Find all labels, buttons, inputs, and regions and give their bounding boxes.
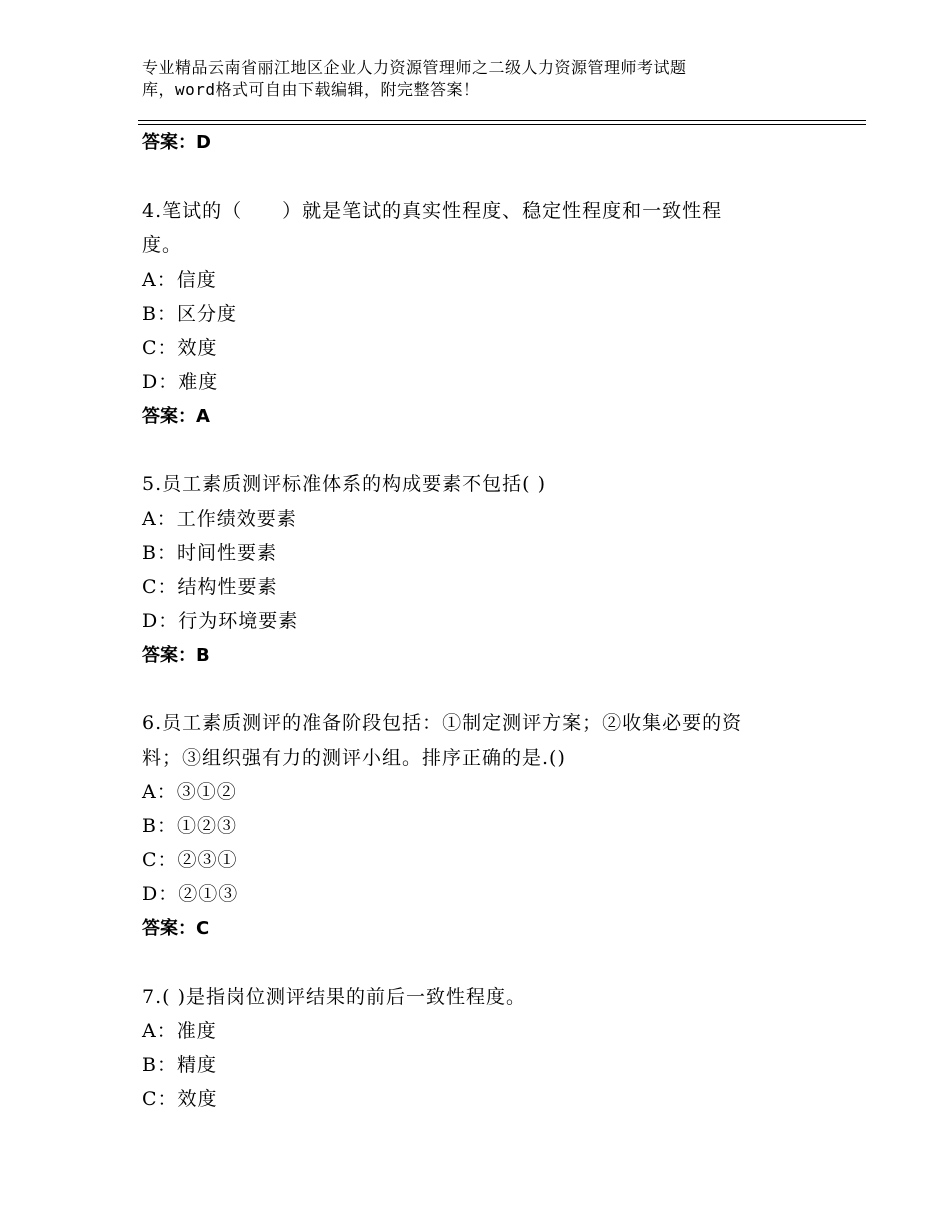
question-stem: 料；③组织强有力的测评小组。排序正确的是.() [142, 747, 566, 769]
question-stem: 6.员工素质测评的准备阶段包括：①制定测评方案；②收集必要的资 [142, 712, 743, 734]
option-b: B：精度 [142, 1054, 217, 1076]
question-stem: 度。 [142, 234, 183, 256]
header-line-2: 库，word格式可自由下载编辑，附完整答案！ [142, 80, 480, 99]
option-d: D：②①③ [142, 883, 239, 905]
question-stem: 4.笔试的（ ）就是笔试的真实性程度、稳定性程度和一致性程 [142, 200, 723, 222]
document-header [142, 57, 782, 101]
option-a: A：③①② [142, 781, 237, 803]
option-b: B：时间性要素 [142, 542, 277, 564]
option-c: C：效度 [142, 1088, 218, 1110]
option-b: B：①②③ [142, 815, 237, 837]
answer: 答案：C [142, 918, 210, 939]
question-stem: 7.( )是指岗位测评结果的前后一致性程度。 [142, 986, 526, 1008]
answer: 答案：A [142, 406, 210, 427]
option-a: A：准度 [142, 1020, 217, 1042]
header-rule-top [138, 120, 866, 121]
header-rule-bottom [138, 124, 866, 125]
answer: 答案：B [142, 645, 210, 666]
option-c: C：效度 [142, 337, 218, 359]
option-a: A：工作绩效要素 [142, 508, 297, 530]
option-c: C：结构性要素 [142, 576, 278, 598]
previous-answer: 答案：D [142, 132, 211, 153]
option-d: D：行为环境要素 [142, 610, 299, 632]
header-line-1: 专业精品云南省丽江地区企业人力资源管理师之二级人力资源管理师考试题 [142, 58, 687, 77]
option-a: A：信度 [142, 269, 217, 291]
option-d: D：难度 [142, 371, 219, 393]
option-c: C：②③① [142, 849, 238, 871]
question-stem: 5.员工素质测评标准体系的构成要素不包括( ) [142, 473, 546, 495]
option-b: B：区分度 [142, 303, 237, 325]
